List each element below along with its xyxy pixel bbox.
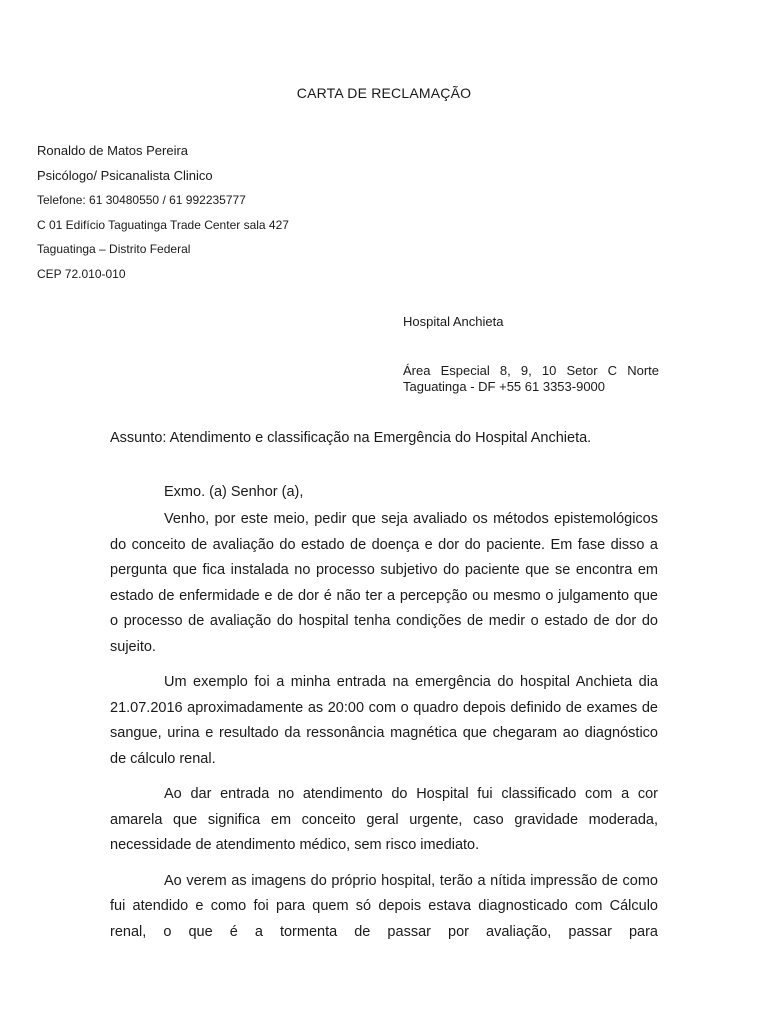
body-paragraph-4: Ao verem as imagens do próprio hospital, terão a nítida impressão de como fui atendido e como foi para quem só depois estava diagnosticado com Cálculo renal, o que é a tormenta de passar por avaliação, passar para — [110, 872, 658, 940]
document-title: CARTA DE RECLAMAÇÃO — [296, 85, 472, 101]
subject-line: Assunto: Atendimento e classificação na Emergência do Hospital Anchieta. — [110, 430, 592, 446]
sender-address: C 01 Edifício Taguatinga Trade Center sala 427 — [37, 217, 289, 232]
sender-profession: Psicólogo/ Psicanalista Clinico — [37, 167, 213, 183]
recipient-address-line2: Taguatinga - DF +55 61 3353-9000 — [403, 379, 606, 394]
sender-city: Taguatinga – Distrito Federal — [37, 242, 191, 256]
sender-phone: Telefone: 61 30480550 / 61 992235777 — [37, 193, 246, 207]
body-paragraph-3: Ao dar entrada no atendimento do Hospital fui classificado com a cor amarela que significa em conceito geral urgente, caso gravidade moderada, necessidade de atendimento médico, sem risco imediato. — [110, 786, 658, 853]
salutation: Exmo. (a) Senhor (a), — [164, 484, 304, 500]
sender-zip: CEP 72.010-010 — [37, 266, 126, 281]
recipient-name: Hospital Anchieta — [403, 314, 504, 329]
body-paragraph-1: Venho, por este meio, pedir que seja avaliado os métodos epistemológicos do conceito de avaliação do estado de doença e dor do paciente. Em fase disso a pergunta que fica instalada no processo subjetivo do paciente que se encontra em estado de enfermidade e de dor é não ter a percepção ou mesmo o julgamento que o processo de avaliação do hospital tenha condições de medir o estado de dor do sujeito. — [110, 511, 658, 655]
recipient-address-block — [403, 363, 659, 395]
letter-body — [110, 507, 658, 955]
sender-name: Ronaldo de Matos Pereira — [37, 143, 189, 158]
body-paragraph-2: Um exemplo foi a minha entrada na emergência do hospital Anchieta dia 21.07.2016 aproximadamente as 20:00 com o quadro depois definido de exames de sangue, urina e resultado da ressonância magnética que chegaram ao diagnóstico de cálculo renal. — [110, 674, 658, 767]
recipient-address-line1: Área Especial 8, 9, 10 Setor C Norte — [403, 363, 659, 378]
sender-block — [37, 139, 289, 286]
